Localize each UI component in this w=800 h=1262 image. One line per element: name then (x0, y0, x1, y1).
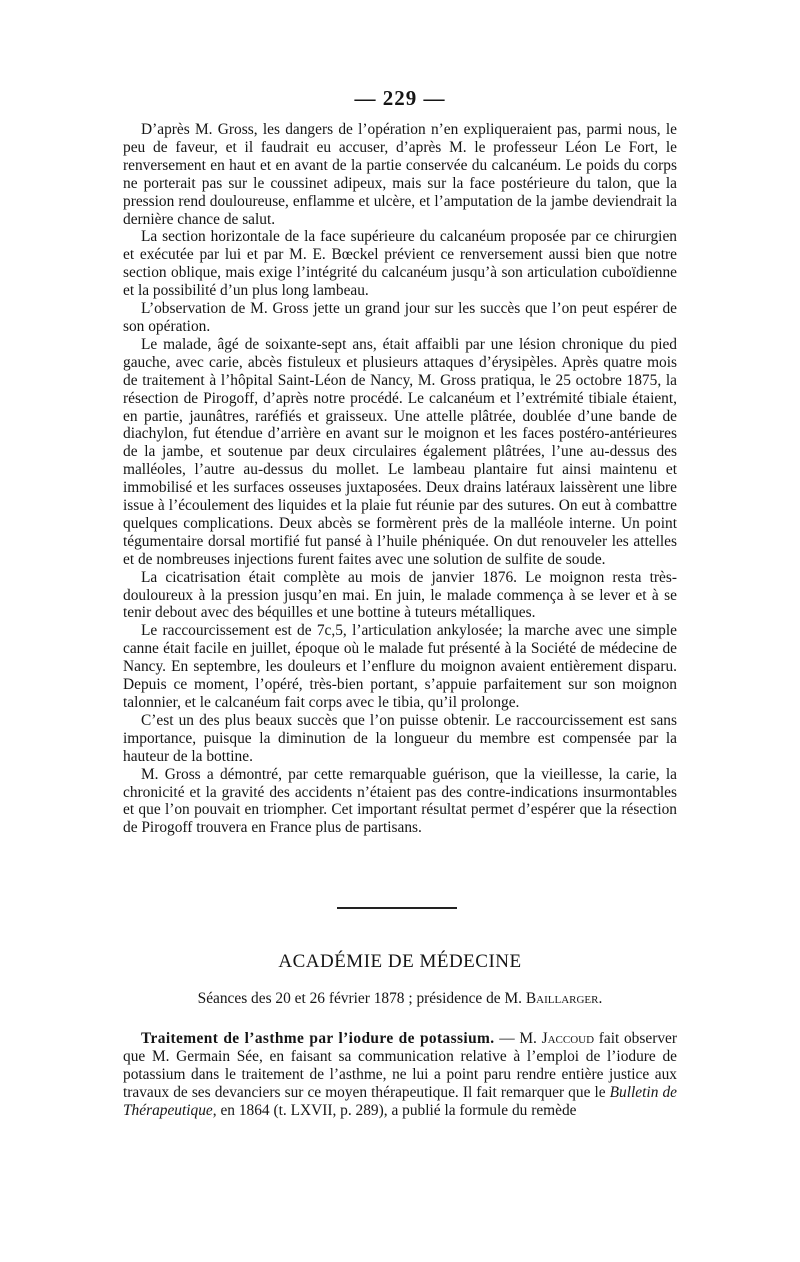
journal-title: Bulletin de Thérapeutique (123, 1083, 677, 1119)
paragraph: Le raccourcissement est de 7c,5, l’articulation ankylosée; la marche avec une simple canne était facile en juillet, époque où le malade fut présenté à la Société de médecine de Nancy. En septembre, les douleurs et l’enflure du moignon avaient entièrement disparu. Depuis ce moment, l’opéré, très-bien portant, s’appuie parfaitement sur son moignon talonnier, et le calcanéum fait corps avec le tibia, qu’il prolonge. (123, 622, 677, 711)
paragraph: La cicatrisation était complète au mois de janvier 1876. Le moignon resta très-douloureux à la pression jusqu’en mai. En juin, le malade commença à se lever et à se tenir debout avec des béquilles et une bottine à tuteurs métalliques. (123, 568, 677, 622)
section-divider (337, 907, 457, 909)
article-body (123, 121, 677, 837)
paragraph: Le malade, âgé de soixante-sept ans, était affaibli par une lésion chronique du pied gauche, avec carie, abcès fistuleux et plusieurs attaques d’érysipèles. Après quatre mois de traitement à l’hôpital Saint-Léon de Nancy, M. Gross pratiqua, le 25 octobre 1875, la résection de Pirogoff, d’après notre procédé. Le calcanéum et l’extrémité tibiale étaient, en partie, jaunâtres, raréfiés et graisseux. Une attelle plâtrée, doublée d’une bande de diachylon, fut étendue d’arrière en avant sur le moignon et les faces postéro-antérieures de la jambe, et soutenue par deux circulaires également plâtrées, l’une au-dessus des malléoles, l’autre au-dessus du mollet. Le lambeau plantaire fut ainsi maintenu et immobilisé et les surfaces osseuses juxtaposées. Deux drains latéraux laissèrent une libre issue à l’écoulement des liquides et la plaie fut réunie par des sutures. On eut à combattre quelques complications. Deux abcès se formèrent près de la malléole interne. Un point tégumentaire dorsal mortifié fut pansé à l’huile phéniquée. On dut renouveler les attelles et de nombreuses injections furent faites avec une solution de sulfite de soude. (123, 335, 677, 568)
section-title: Traitement de l’asthme par l’iodure de potassium. (141, 1030, 495, 1047)
body-text: fait observer que M. Germain Sée, en faisant sa communication relative à l’emploi de l’iodure de potassium dans le traitement de l’asthme, ne lui a point paru rendre entière justice aux travaux de ses devanciers sur ce moyen thérapeutique. Il fait remarquer que le (123, 1030, 677, 1101)
intro-text: M. (519, 1030, 537, 1047)
academy-heading: ACADÉMIE DE MÉDECINE (278, 951, 522, 972)
paragraph: M. Gross a démontré, par cette remarquable guérison, que la vieillesse, la carie, la chronicité et la gravité des accidents n’étaient pas des contre-indications insurmontables et que l’on pouvait en triompher. Cet important résultat permet d’espérer que la résection de Pirogoff trouvera en France plus de partisans. (123, 765, 677, 837)
paragraph: C’est un des plus beaux succès que l’on puisse obtenir. Le raccourcissement est sans importance, puisque la diminution de la longueur du membre est compensée par la hauteur de la bottine. (123, 711, 677, 765)
president-name: Baillarger. (525, 990, 603, 1007)
section-paragraph (123, 1030, 677, 1120)
paragraph: D’après M. Gross, les dangers de l’opération n’en expliqueraient pas, parmi nous, le peu de faveur, et il faudrait eu accuser, d’après M. le professeur Léon Le Fort, le renversement en haut et en avant de la partie conservée du calcanéum. Le poids du corps ne porterait pas sur le coussinet adipeux, mais sur la face postérieure du talon, que la pression rend douloureuse, enflamme et ulcère, et l’amputation de la jambe deviendrait la dernière chance de salut. (123, 121, 677, 228)
session-prefix: Séances des 20 et 26 février 1878 ; présidence de M. (197, 990, 523, 1007)
page-number: — 229 — (354, 86, 446, 110)
speaker-name: Jaccoud (541, 1030, 595, 1047)
paragraph: L’observation de M. Gross jette un grand jour sur les succès que l’on peut espérer de son opération. (123, 300, 677, 335)
paragraph: La section horizontale de la face supérieure du calcanéum proposée par ce chirurgien et exécutée par lui et par M. E. Bœckel prévient ce renversement aussi bien que notre section oblique, mais exige l’intégrité du calcanéum jusqu’à son articulation cuboïdienne et la possibilité d’un plus long lambeau. (123, 228, 677, 300)
closing-text: , en 1864 (t. LXVII, p. 289), a publié la formule du remède (212, 1101, 577, 1119)
session-line (0, 990, 800, 1008)
title-dash: — (494, 1030, 520, 1047)
